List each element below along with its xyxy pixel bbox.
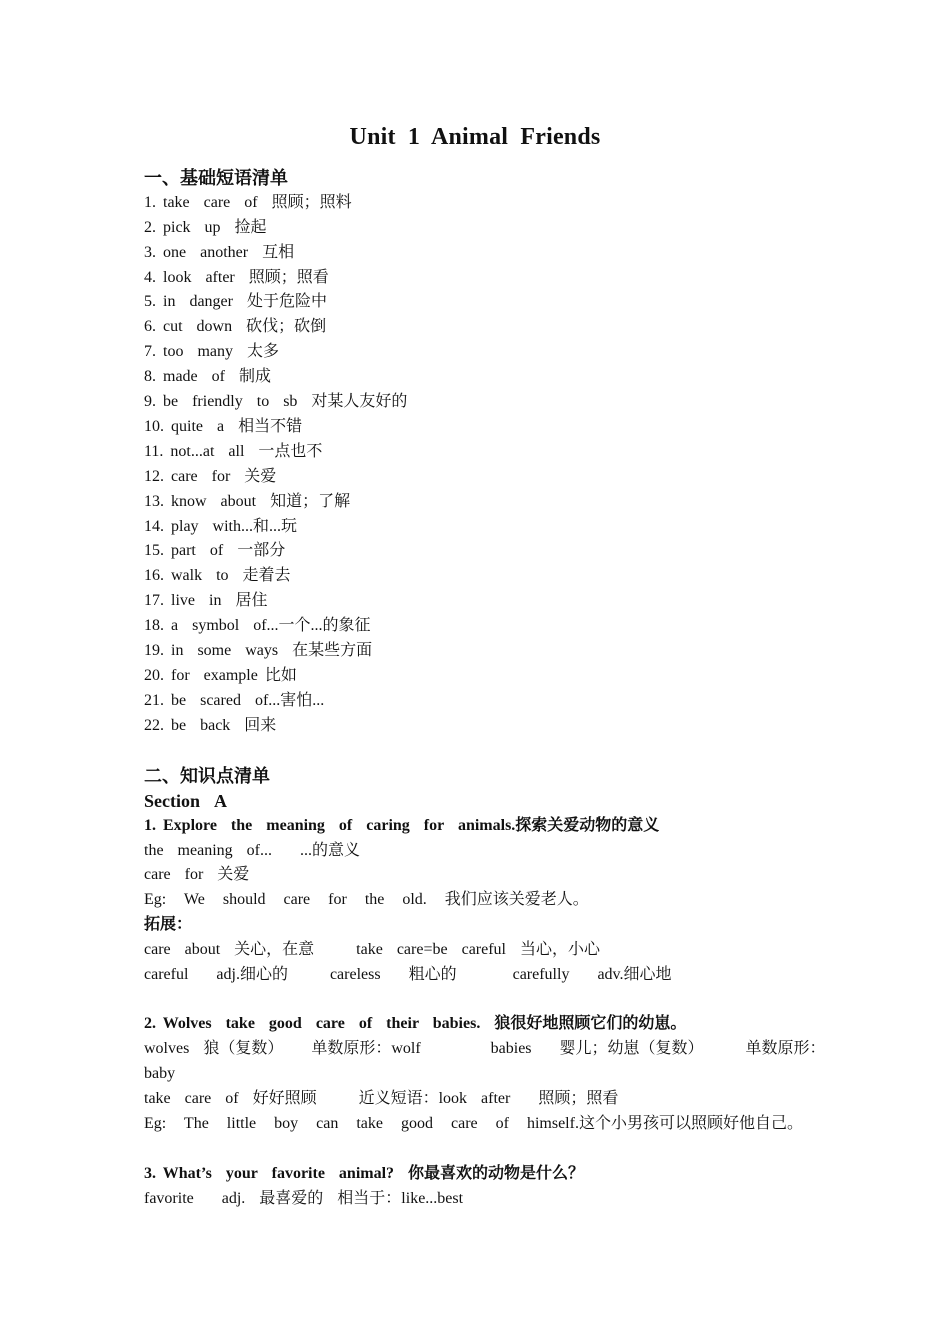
phrase-item: 20. for example 比如 xyxy=(144,667,297,684)
phrase-item: 8. made of 制成 xyxy=(144,368,271,385)
phrase-item: 4. look after 照顾；照看 xyxy=(144,269,329,286)
phrase-item: 1. take care of 照顾；照料 xyxy=(144,194,352,211)
example-sentence: Eg: The little boy can take good care of himself.这个小男孩可以照顾好他自己。 xyxy=(144,1115,803,1132)
point-title: 3. What’s your favorite animal? 你最喜欢的动物是什么？ xyxy=(144,1165,585,1182)
point-line: take care of 好好照顾 近义短语：look after 照顾；照看 xyxy=(144,1090,619,1107)
phrase-item: 11. not...at all 一点也不 xyxy=(144,443,323,460)
phrase-item: 3. one another 互相 xyxy=(144,244,295,261)
phrase-item: 6. cut down 砍伐；砍倒 xyxy=(144,318,327,335)
extension-label: 拓展： xyxy=(144,916,193,933)
phrase-item: 9. be friendly to sb 对某人友好的 xyxy=(144,393,408,410)
phrase-item: 10. quite a 相当不错 xyxy=(144,418,303,435)
phrase-item: 16. walk to 走着去 xyxy=(144,567,291,584)
phrase-item: 12. care for 关爱 xyxy=(144,468,277,485)
phrase-item: 2. pick up 捡起 xyxy=(144,219,267,236)
point-line: wolves 狼（复数） 单数原形：wolf babies 婴儿；幼崽（复数） 单数原形： xyxy=(144,1040,826,1057)
section-heading-basic-phrases: 一、基础短语清单 xyxy=(144,168,288,188)
phrase-item: 18. a symbol of...一个...的象征 xyxy=(144,617,371,634)
example-sentence: Eg: We should care for the old. 我们应该关爱老人。 xyxy=(144,891,589,908)
phrase-item: 14. play with...和...玩 xyxy=(144,518,297,535)
point-line: the meaning of... ...的意义 xyxy=(144,842,360,859)
phrase-item: 15. part of 一部分 xyxy=(144,542,286,559)
point-line: favorite adj. 最喜爱的 相当于：like...best xyxy=(144,1190,464,1207)
phrase-item: 13. know about 知道；了解 xyxy=(144,493,351,510)
point-line: baby xyxy=(144,1065,176,1082)
section-a-heading: Section A xyxy=(144,791,228,811)
extension-line: care about 关心，在意 take care=be careful 当心，小心 xyxy=(144,941,600,958)
page-title: Unit 1 Animal Friends xyxy=(349,124,601,150)
phrase-item: 17. live in 居住 xyxy=(144,592,268,609)
section-heading-knowledge-points: 二、知识点清单 xyxy=(144,766,270,786)
phrase-item: 22. be back 回来 xyxy=(144,717,277,734)
phrase-item: 19. in some ways 在某些方面 xyxy=(144,642,373,659)
extension-line: careful adj.细心的 careless 粗心的 carefully adv.细心地 xyxy=(144,966,672,983)
phrase-item: 7. too many 太多 xyxy=(144,343,279,360)
point-title: 1. Explore the meaning of caring for animals.探索关爱动物的意义 xyxy=(144,817,660,834)
point-title: 2. Wolves take good care of their babies. 狼很好地照顾它们的幼崽。 xyxy=(144,1015,687,1032)
phrase-item: 5. in danger 处于危险中 xyxy=(144,293,327,310)
point-line: care for 关爱 xyxy=(144,866,250,883)
phrase-item: 21. be scared of...害怕... xyxy=(144,692,325,709)
